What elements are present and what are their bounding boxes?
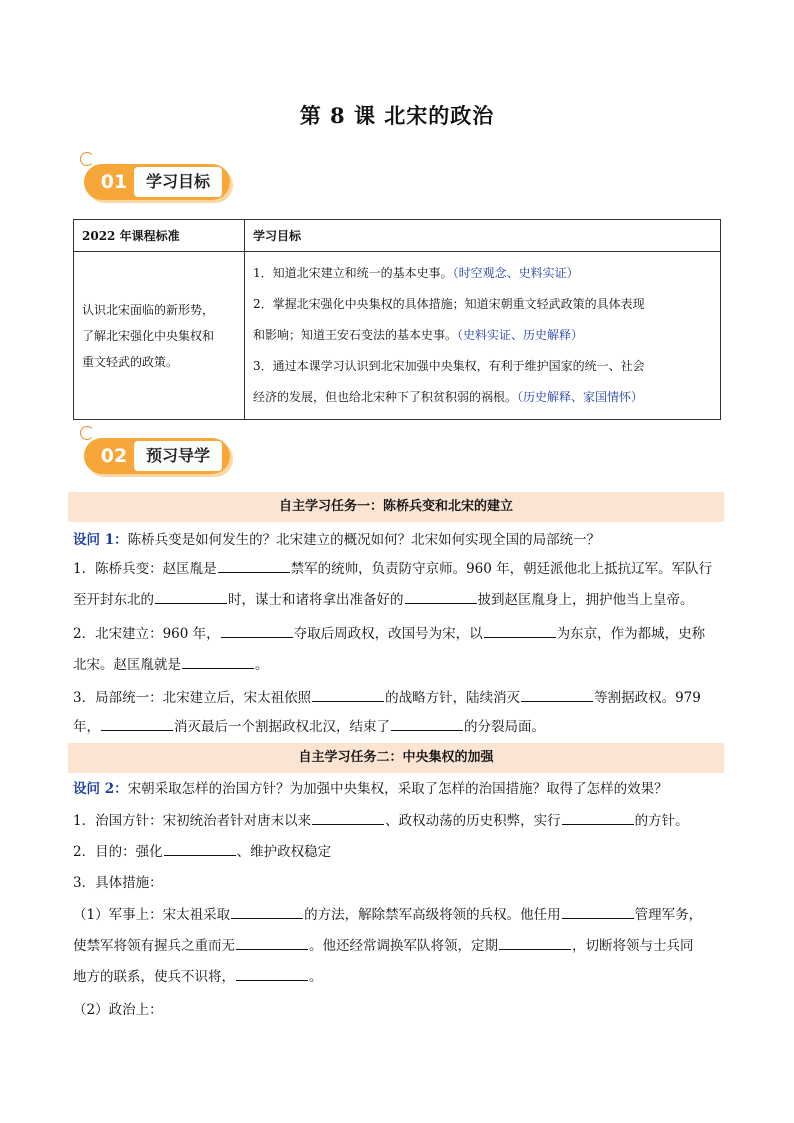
section-number: 02 <box>100 445 128 467</box>
text-segment: 的方法，解除禁军高级将领的兵权。他任用 <box>304 907 561 923</box>
fill-blank[interactable] <box>484 624 556 638</box>
text-line <box>73 811 723 831</box>
fill-blank[interactable] <box>562 905 634 919</box>
fill-blank[interactable] <box>101 717 173 731</box>
goal-line <box>253 320 712 351</box>
page-title: 第 8 课 北宋的政治 <box>299 103 495 128</box>
text-segment: 1．治国方针：宋初统治者针对唐末以来 <box>73 813 312 829</box>
goals-table <box>73 219 721 420</box>
fill-blank[interactable] <box>182 655 254 669</box>
text-segment: 重文轻武的政策。 <box>82 354 179 369</box>
text-segment: 等割据政权。979 <box>594 690 701 706</box>
text-segment: 的战略方针，陆续消灭 <box>385 690 521 706</box>
fill-blank[interactable] <box>312 811 384 825</box>
text-segment: （史料实证、历史解释） <box>457 328 584 342</box>
text-segment: 地方的联系，使兵不识将， <box>73 969 235 985</box>
fill-blank[interactable] <box>562 811 634 825</box>
text-segment: 和影响；知道王安石变法的基本史事。 <box>253 328 458 342</box>
table-header-standard: 2022 年课程标准 <box>74 220 245 252</box>
text-segment: 经济的发展，但也给北宋种下了积贫积弱的祸根。 <box>253 390 518 404</box>
fill-blank[interactable] <box>312 688 384 702</box>
text-segment: 宋朝采取怎样的治国方针？为加强中央集权，采取了怎样的治国措施？取得了怎样的效果？ <box>127 781 668 797</box>
fill-blank[interactable] <box>231 905 303 919</box>
text-segment: （1）军事上：宋太祖采取 <box>73 907 231 923</box>
section-header-preview <box>80 434 232 478</box>
text-segment: 管理军务， <box>634 907 703 923</box>
text-segment: 。 <box>255 657 269 673</box>
text-segment: 年， <box>73 719 100 735</box>
text-segment: 了解北宋强化中央集权和 <box>82 328 215 343</box>
text-segment: 披到赵匡胤身上，拥护他当上皇帝。 <box>477 592 694 608</box>
text-segment: 为东京，作为都城，史称 <box>556 626 706 642</box>
section-label: 预习导学 <box>134 441 222 471</box>
text-segment: 2．目的：强化 <box>73 844 163 860</box>
text-line <box>73 717 723 737</box>
text-segment: 夺取后周政权，改国号为宋，以 <box>293 626 483 642</box>
fill-blank[interactable] <box>391 717 463 731</box>
text-segment: （时空观念、史料实证） <box>452 266 579 280</box>
text-line <box>73 936 723 956</box>
text-segment: 1．知道北宋建立和统一的基本史事。 <box>253 266 453 280</box>
text-segment: 设问 1： <box>73 532 128 548</box>
text-segment: 北宋。赵匡胤就是 <box>73 657 181 673</box>
text-segment: 的分裂局面。 <box>464 719 545 735</box>
curl-icon <box>80 152 94 166</box>
fill-blank[interactable] <box>155 590 227 604</box>
text-segment: 设问 2： <box>73 781 128 797</box>
text-segment: 禁军的统帅，负责防守京师。960 年，朝廷派他北上抵抗辽军。军队行 <box>290 561 713 577</box>
question-1 <box>73 530 723 550</box>
task2-heading: 自主学习任务二：中央集权的加强 <box>68 743 724 773</box>
text-segment: 3．通过本课学习认识到北宋加强中央集权，有利于维护国家的统一、社会 <box>253 359 645 373</box>
section-number: 01 <box>100 171 128 193</box>
fill-blank[interactable] <box>236 936 308 950</box>
text-segment: 3．局部统一：北宋建立后，宋太祖依照 <box>73 690 312 706</box>
section-header-goals <box>80 160 232 204</box>
fill-blank[interactable] <box>405 590 477 604</box>
text-segment: 2．北宋建立：960 年， <box>73 626 220 642</box>
text-line <box>73 559 723 579</box>
text-segment: ，切断将领与士兵同 <box>572 938 694 954</box>
section-label: 学习目标 <box>134 167 222 197</box>
question-2 <box>73 779 723 799</box>
fill-blank[interactable] <box>236 967 308 981</box>
text-segment: 、政权动荡的历史积弊，实行 <box>385 813 561 829</box>
goal-line <box>253 289 712 320</box>
text-segment: 陈桥兵变是如何发生的？北宋建立的概况如何？北宋如何实现全国的局部统一？ <box>127 532 601 548</box>
table-header-goals: 学习目标 <box>245 220 721 252</box>
text-segment: （历史解释、家国情怀） <box>517 390 644 404</box>
fill-blank[interactable] <box>218 559 290 573</box>
goal-line <box>253 382 712 413</box>
fill-blank[interactable] <box>221 624 293 638</box>
text-segment: 、维护政权稳定 <box>236 844 332 860</box>
fill-blank[interactable] <box>499 936 571 950</box>
text-segment: 认识北宋面临的新形势， <box>82 302 215 317</box>
text-segment: 2．掌握北宋强化中央集权的具体措施；知道宋朝重文轻武政策的具体表现 <box>253 297 645 311</box>
goal-line <box>253 351 712 382</box>
task1-heading: 自主学习任务一：陈桥兵变和北宋的建立 <box>68 492 724 522</box>
text-line: （2）政治上： <box>73 1002 163 1018</box>
fill-blank[interactable] <box>164 842 236 856</box>
text-segment: 时，谋士和诸将拿出准备好的 <box>228 592 404 608</box>
text-segment: 。 <box>309 969 323 985</box>
text-line <box>73 688 723 708</box>
text-line <box>73 624 723 644</box>
standard-cell <box>74 252 245 420</box>
text-line <box>73 905 723 925</box>
text-segment: 消灭最后一个割据政权北汉，结束了 <box>174 719 390 735</box>
text-line <box>73 967 723 987</box>
goals-cell <box>245 252 721 420</box>
text-segment: 至开封东北的 <box>73 592 154 608</box>
text-segment: 。他还经常调换军队将领，定期 <box>309 938 498 954</box>
text-line <box>73 842 723 862</box>
text-segment: 的方针。 <box>634 813 689 829</box>
text-segment: 使禁军将领有握兵之重而无 <box>73 938 235 954</box>
curl-icon <box>80 426 94 440</box>
fill-blank[interactable] <box>521 688 593 702</box>
text-line: 3．具体措施： <box>73 875 163 891</box>
text-line <box>73 655 723 675</box>
goal-line <box>253 258 712 289</box>
text-segment: 1．陈桥兵变：赵匡胤是 <box>73 561 217 577</box>
text-line <box>73 590 723 610</box>
